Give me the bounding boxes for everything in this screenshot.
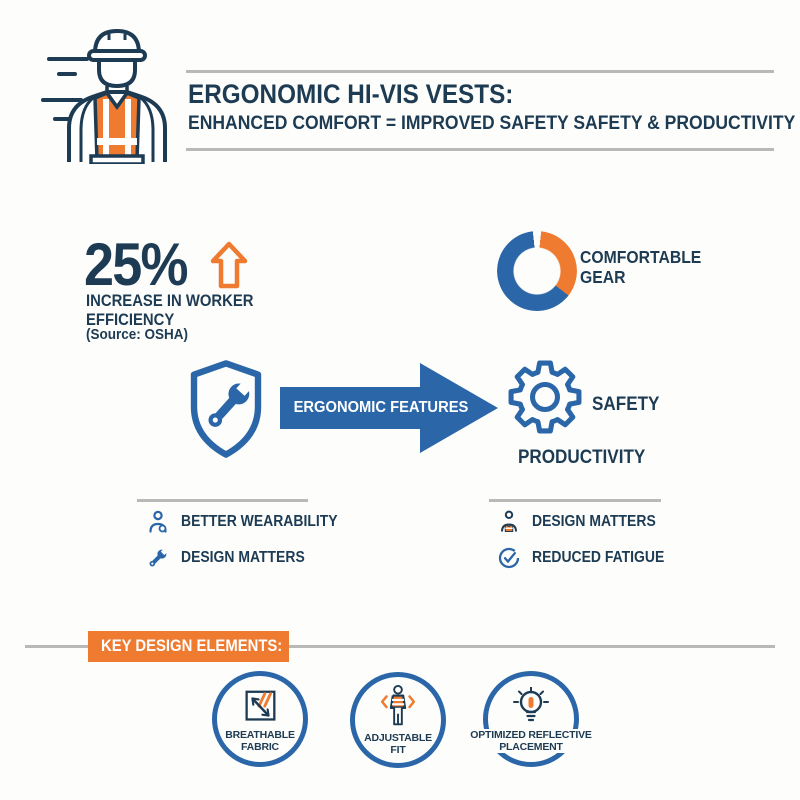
stat-source: (Source: OSHA)	[86, 326, 189, 343]
list-item: REDUCED FATIGUE	[497, 546, 679, 570]
hi-vis-worker-icon	[35, 12, 185, 164]
right-list-divider	[489, 499, 661, 502]
reflective-placement-icon	[508, 687, 554, 729]
check-circle-icon	[497, 546, 521, 570]
adjustable-fit-icon	[376, 684, 420, 732]
outcome-safety: SAFETY	[592, 394, 660, 415]
list-item: BETTER WEARABILITY	[146, 510, 355, 534]
circle-label: BREATHABLE FABRIC	[225, 729, 295, 753]
outcome-productivity: PRODUCTIVITY	[518, 447, 646, 468]
gear-icon	[506, 358, 584, 436]
breathable-fabric-icon	[238, 687, 282, 729]
list-item: DESIGN MATTERS	[497, 510, 670, 534]
page-subtitle: ENHANCED COMFORT = IMPROVED SAFETY SAFETY & PRODUCTIVITY	[188, 112, 796, 134]
circle-label: ADJUSTABLE FIT	[364, 732, 432, 756]
donut-chart	[497, 231, 577, 311]
donut-chart-label: COMFORTABLE GEAR	[580, 247, 702, 287]
header-bottom-divider	[186, 148, 774, 151]
person-icon	[146, 510, 170, 534]
key-design-item-reflective-placement	[470, 671, 592, 767]
list-item: DESIGN MATTERS	[146, 546, 319, 570]
up-arrow-icon	[210, 241, 248, 289]
arrow-label: ERGONOMIC FEATURES	[293, 399, 469, 416]
key-design-item-adjustable-fit	[350, 672, 446, 768]
page-title: ERGONOMIC HI-VIS VESTS:	[188, 79, 514, 109]
left-list-divider	[137, 499, 308, 502]
shield-wrench-icon	[186, 356, 266, 462]
key-design-banner: KEY DESIGN ELEMENTS:	[88, 631, 289, 662]
stat-value: 25%	[84, 231, 187, 298]
header-top-divider	[186, 70, 774, 73]
stat-label: INCREASE IN WORKER EFFICIENCY	[86, 292, 254, 329]
circle-label: OPTIMIZED REFLECTIVE PLACEMENT	[461, 729, 601, 753]
vest-person-icon	[497, 510, 521, 534]
wrench-icon	[146, 546, 170, 570]
key-design-item-breathable-fabric	[212, 671, 308, 767]
